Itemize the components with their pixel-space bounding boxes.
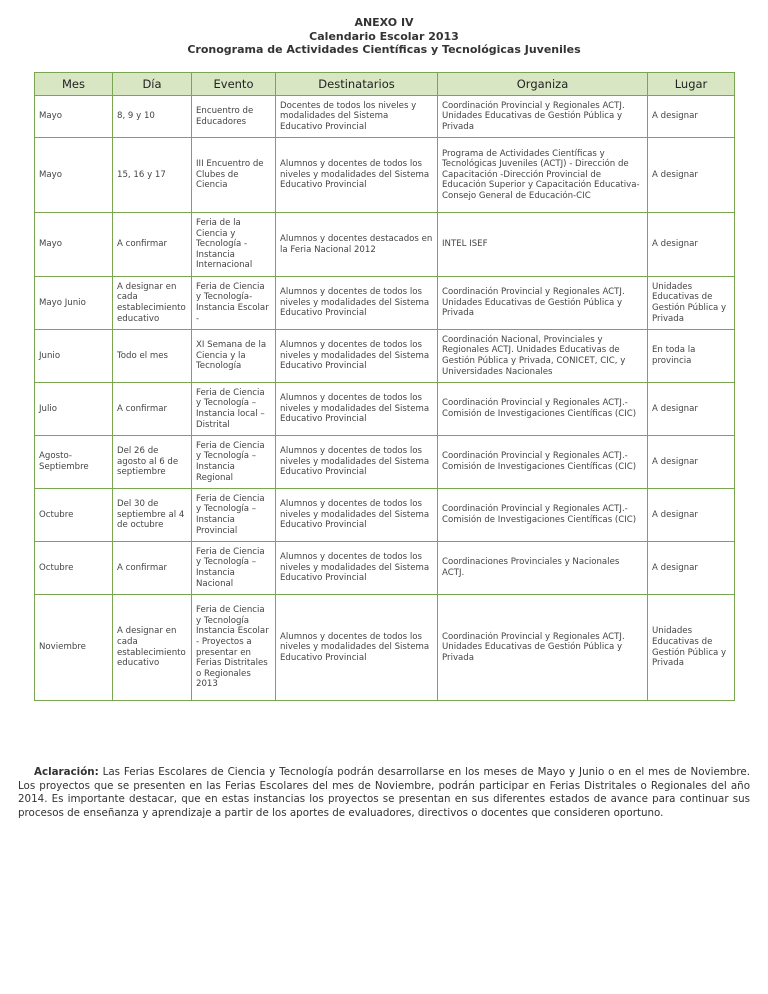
cell-destinatarios: Alumnos y docentes de todos los niveles y modalidades del Sistema Educativo Provincial (276, 489, 438, 542)
cell-mes: Noviembre (35, 595, 113, 701)
cell-mes: Octubre (35, 489, 113, 542)
cell-mes: Mayo (35, 138, 113, 213)
annex-title: ANEXO IV (354, 16, 414, 29)
cell-evento: Feria de Ciencia y Tecnología – Instancia Provincial (192, 489, 276, 542)
cell-evento: Feria de Ciencia y Tecnología – Instancia Regional (192, 436, 276, 489)
table-row (35, 436, 735, 489)
table-row (35, 96, 735, 138)
cell-dia: 8, 9 y 10 (113, 96, 192, 138)
column-header-destinatarios: Destinatarios (276, 73, 438, 96)
schedule-title: Cronograma de Actividades Científicas y Tecnológicas Juveniles (187, 43, 581, 56)
cell-dia: A confirmar (113, 542, 192, 595)
cell-destinatarios: Alumnos y docentes de todos los niveles y modalidades del Sistema Educativo Provincial (276, 277, 438, 330)
cell-destinatarios: Alumnos y docentes destacados en la Feria Nacional 2012 (276, 213, 438, 277)
cell-evento: Feria de la Ciencia y Tecnología - Instancia Internacional (192, 213, 276, 277)
cell-mes: Octubre (35, 542, 113, 595)
cell-dia: 15, 16 y 17 (113, 138, 192, 213)
cell-organiza: INTEL ISEF (438, 213, 648, 277)
cell-organiza: Coordinación Provincial y Regionales ACTJ. Unidades Educativas de Gestión Pública y Privada (438, 595, 648, 701)
cell-evento: Feria de Ciencia y Tecnología – Instancia Nacional (192, 542, 276, 595)
cell-organiza: Coordinación Provincial y Regionales ACTJ. Unidades Educativas de Gestión Pública y Privada (438, 277, 648, 330)
table-row (35, 213, 735, 277)
table-row (35, 383, 735, 436)
cell-lugar: A designar (648, 436, 735, 489)
table-row (35, 330, 735, 383)
cell-lugar: A designar (648, 383, 735, 436)
column-header-mes: Mes (35, 73, 113, 96)
cell-lugar: Unidades Educativas de Gestión Pública y Privada (648, 277, 735, 330)
cell-destinatarios: Alumnos y docentes de todos los niveles y modalidades del Sistema Educativo Provincial (276, 138, 438, 213)
cell-mes: Junio (35, 330, 113, 383)
table-row (35, 542, 735, 595)
cell-lugar: Unidades Educativas de Gestión Pública y Privada (648, 595, 735, 701)
cell-evento: Encuentro de Educadores (192, 96, 276, 138)
table-row (35, 595, 735, 701)
column-header-dia: Día (113, 73, 192, 96)
cell-destinatarios: Alumnos y docentes de todos los niveles y modalidades del Sistema Educativo Provincial (276, 383, 438, 436)
cell-destinatarios: Alumnos y docentes de todos los niveles y modalidades del Sistema Educativo Provincial (276, 436, 438, 489)
cell-lugar: A designar (648, 96, 735, 138)
table-row (35, 138, 735, 213)
table-row (35, 277, 735, 330)
cell-organiza: Coordinación Nacional, Provinciales y Regionales ACTJ. Unidades Educativas de Gestión Pública y Privada, CONICET, CIC, y Universidades Nacionales (438, 330, 648, 383)
cell-evento: XI Semana de la Ciencia y la Tecnología (192, 330, 276, 383)
cell-mes: Mayo (35, 96, 113, 138)
cell-evento: III Encuentro de Clubes de Ciencia (192, 138, 276, 213)
cell-destinatarios: Docentes de todos los niveles y modalidades del Sistema Educativo Provincial (276, 96, 438, 138)
cell-dia: A confirmar (113, 213, 192, 277)
cell-mes: Julio (35, 383, 113, 436)
cell-destinatarios: Alumnos y docentes de todos los niveles y modalidades del Sistema Educativo Provincial (276, 330, 438, 383)
cell-dia: A confirmar (113, 383, 192, 436)
column-header-lugar: Lugar (648, 73, 735, 96)
cell-dia: Del 30 de septiembre al 4 de octubre (113, 489, 192, 542)
cell-dia: A designar en cada establecimiento educativo (113, 277, 192, 330)
calendar-title: Calendario Escolar 2013 (309, 29, 459, 43)
cell-destinatarios: Alumnos y docentes de todos los niveles y modalidades del Sistema Educativo Provincial (276, 595, 438, 701)
cell-mes: Mayo Junio (35, 277, 113, 330)
cell-lugar: A designar (648, 542, 735, 595)
note-label: Aclaración: (34, 766, 99, 779)
schedule-table (34, 72, 735, 701)
cell-evento: Feria de Ciencia y Tecnología Instancia Escolar - Proyectos a presentar en Ferias Distritales o Regionales 2013 (192, 595, 276, 701)
cell-dia: Del 26 de agosto al 6 de septiembre (113, 436, 192, 489)
cell-organiza: Coordinaciones Provinciales y Nacionales ACTJ. (438, 542, 648, 595)
column-header-organiza: Organiza (438, 73, 648, 96)
cell-mes: Agosto- Septiembre (35, 436, 113, 489)
cell-lugar: A designar (648, 489, 735, 542)
cell-organiza: Programa de Actividades Científicas y Tecnológicas Juveniles (ACTJ) - Dirección de Capacitación -Dirección Provincial de Educación Superior y Capacitación Educativa- Consejo General de Educación-CIC (438, 138, 648, 213)
cell-destinatarios: Alumnos y docentes de todos los niveles y modalidades del Sistema Educativo Provincial (276, 542, 438, 595)
document-header (0, 16, 768, 57)
cell-lugar: En toda la provincia (648, 330, 735, 383)
clarification-note (18, 766, 750, 820)
cell-organiza: Coordinación Provincial y Regionales ACTJ.- Comisión de Investigaciones Científicas (CIC) (438, 489, 648, 542)
cell-organiza: Coordinación Provincial y Regionales ACTJ. Unidades Educativas de Gestión Pública y Privada (438, 96, 648, 138)
cell-evento: Feria de Ciencia y Tecnología- Instancia Escolar - (192, 277, 276, 330)
note-text: Las Ferias Escolares de Ciencia y Tecnología podrán desarrollarse en los meses de Mayo y Junio o en el mes de Noviembre. Los proyectos que se presenten en las Ferias Escolares del mes de Noviembre, podrán participar en Ferias Distritales o Regionales del año 2014. Es importante destacar, que en estas instancias los proyectos se presentan en sus diferentes estados de avance para continuar sus procesos de enseñanza y aprendizaje a partir de los aportes de evaluadores, directivos o docentes que consideren oportuno. (18, 766, 750, 819)
cell-lugar: A designar (648, 213, 735, 277)
cell-dia: A designar en cada establecimiento educativo (113, 595, 192, 701)
cell-mes: Mayo (35, 213, 113, 277)
cell-organiza: Coordinación Provincial y Regionales ACTJ.- Comisión de Investigaciones Científicas (CIC) (438, 436, 648, 489)
cell-organiza: Coordinación Provincial y Regionales ACTJ.- Comisión de Investigaciones Científicas (CIC) (438, 383, 648, 436)
cell-evento: Feria de Ciencia y Tecnología – Instancia local – Distrital (192, 383, 276, 436)
column-header-evento: Evento (192, 73, 276, 96)
table-row (35, 489, 735, 542)
table-header-row (35, 73, 735, 96)
cell-dia: Todo el mes (113, 330, 192, 383)
cell-lugar: A designar (648, 138, 735, 213)
